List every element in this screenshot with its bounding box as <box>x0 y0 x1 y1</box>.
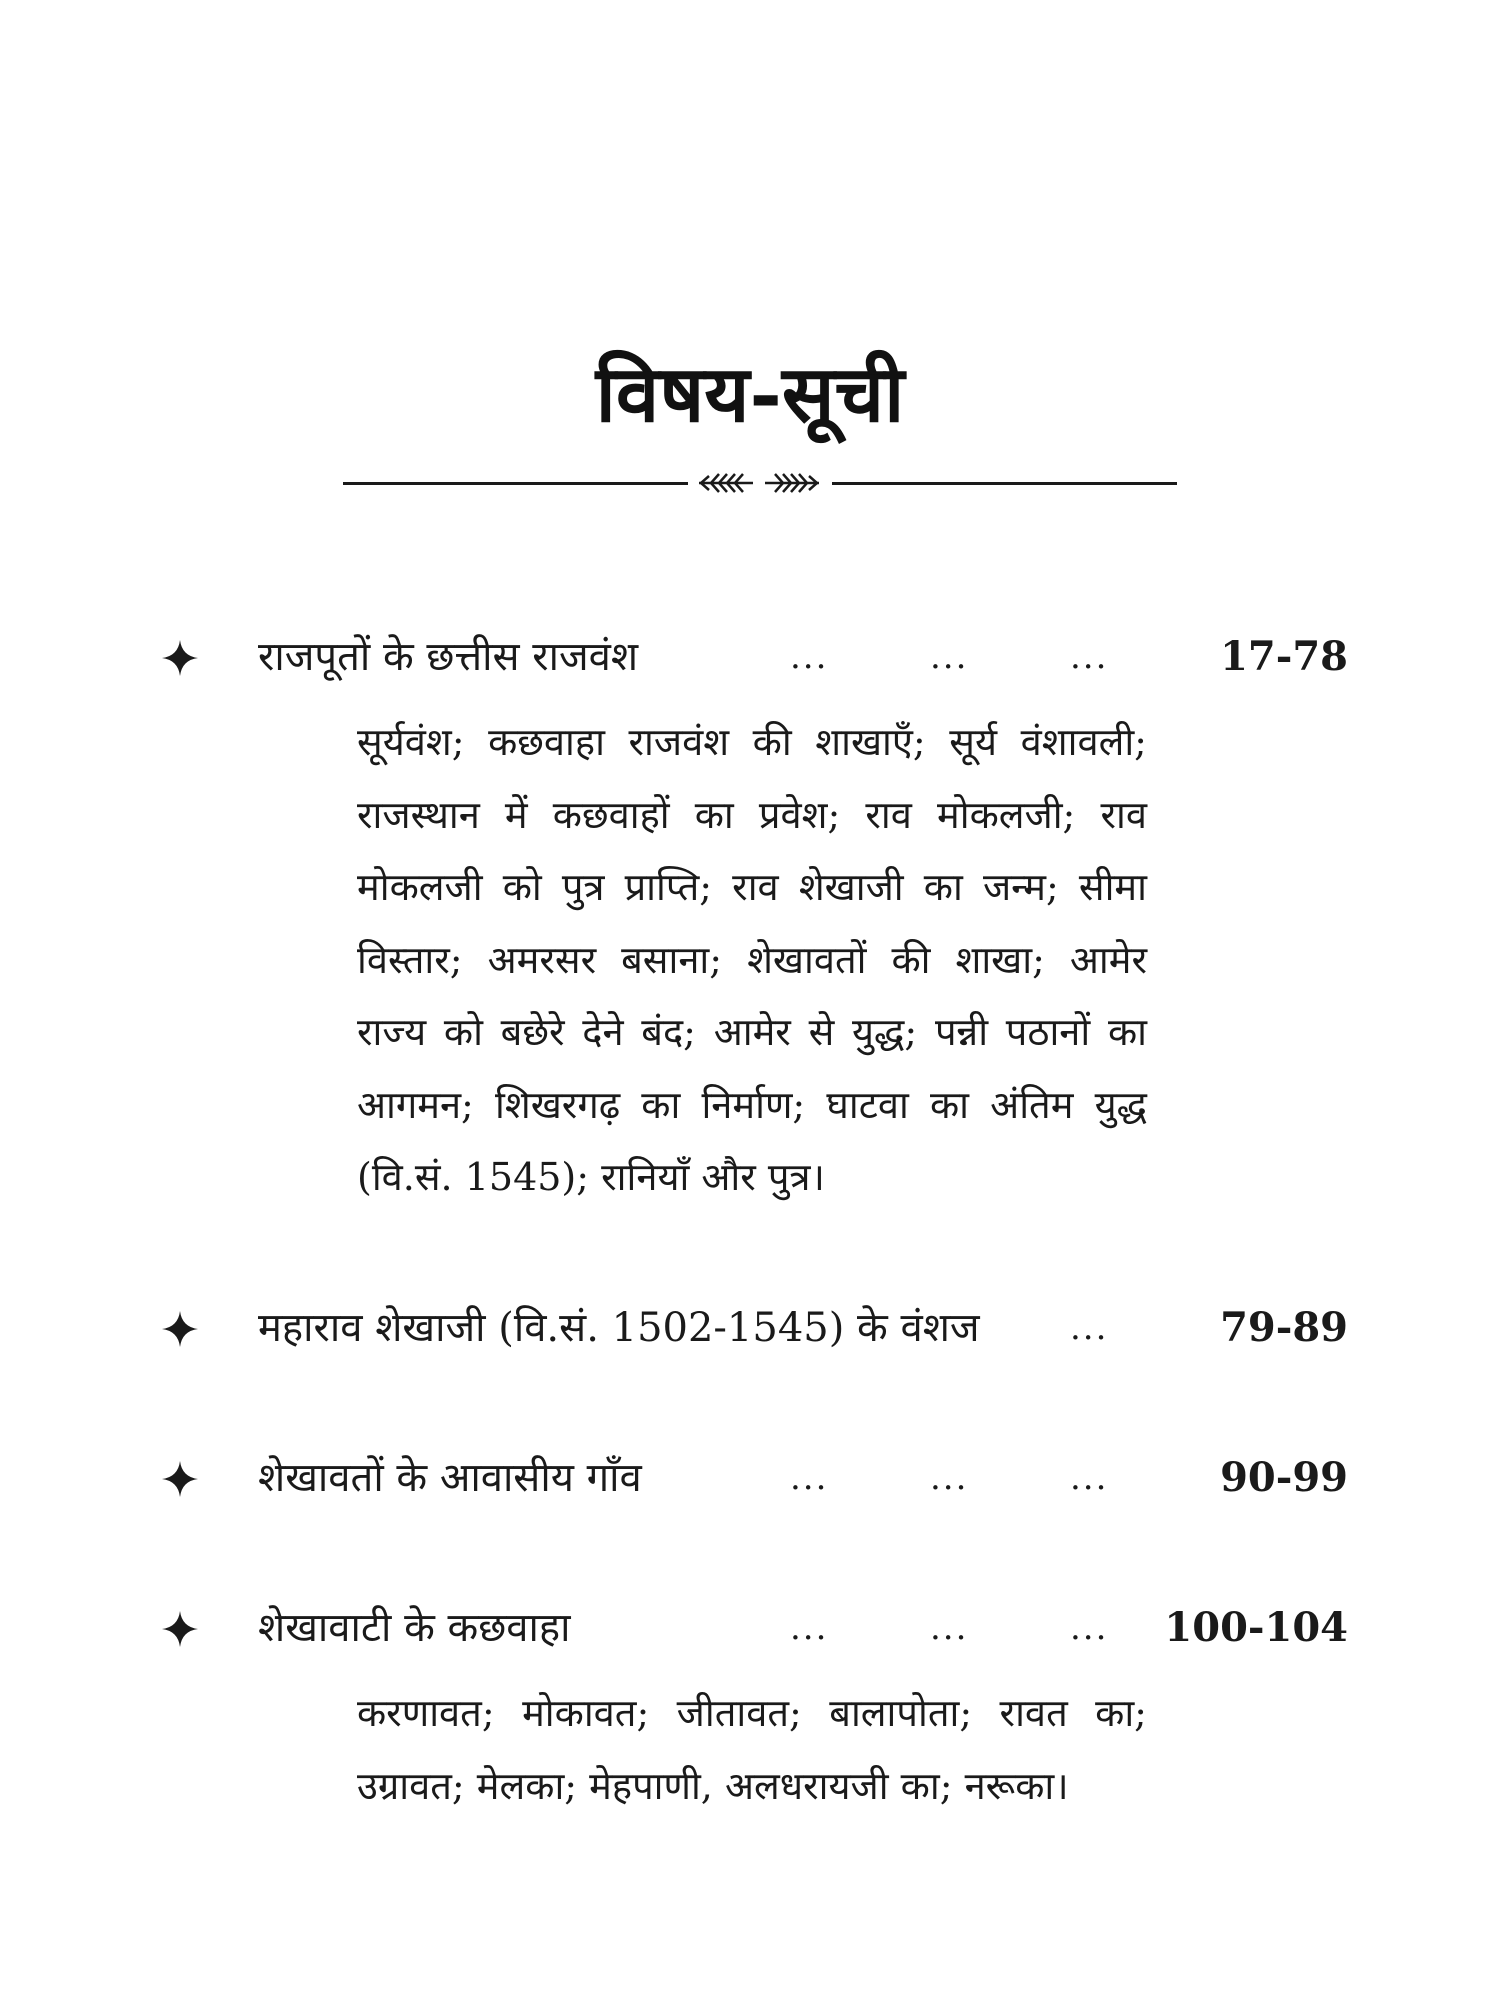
leader-dot: ... <box>1070 1608 1109 1648</box>
leader-dot: ... <box>930 637 969 677</box>
toc-entry-title: महाराव शेखाजी (वि.सं. 1502-1545) के वंशज <box>258 1305 980 1351</box>
toc-entry-row[interactable] <box>0 622 1500 692</box>
arrow-ornament-icon <box>695 468 823 498</box>
toc-leader-dots <box>790 1443 1130 1513</box>
toc-entry <box>0 1293 1500 1363</box>
divider-rule-left <box>343 482 688 485</box>
toc-entry-row[interactable] <box>0 1443 1500 1513</box>
leader-dot: ... <box>930 1458 969 1498</box>
toc-entry-title: राजपूतों के छत्तीस राजवंश <box>258 634 639 680</box>
star-bullet-icon <box>160 1609 200 1649</box>
star-bullet-icon <box>160 1459 200 1499</box>
toc-page-range: 17-78 <box>1220 633 1348 680</box>
page-title: विषय-सूची <box>595 349 905 440</box>
toc-entry <box>0 1593 1500 1808</box>
toc-leader-dots <box>790 622 1130 692</box>
leader-dot: ... <box>790 637 829 677</box>
toc-entry-row[interactable] <box>0 1293 1500 1363</box>
divider-rule-right <box>832 482 1177 485</box>
toc-entry <box>0 622 1500 1199</box>
leader-dot: ... <box>1070 1308 1109 1348</box>
toc-entry <box>0 1443 1500 1513</box>
toc-leader-dots <box>790 1593 1130 1663</box>
toc-entry-title: शेखावाटी के कछवाहा <box>258 1605 571 1651</box>
leader-dot: ... <box>1070 1458 1109 1498</box>
toc-entry-description: सूर्यवंश; कछवाहा राजवंश की शाखाएँ; सूर्य वंशावली; राजस्थान में कछवाहों का प्रवेश; राव मोकलजी; राव मोकलजी को पुत्र प्राप्ति; राव शेखाजी का जन्म; सीमा विस्तार; अमरसर बसाना; शेखावतों की शाखा; आमेर राज्य को बछेरे देने बंद; आमेर से युद्ध; पन्नी पठानों का आगमन; शिखरगढ़ का निर्माण; घाटवा का अंतिम युद्ध (वि.सं. 1545); रानियाँ और पुत्र। <box>357 720 1147 1199</box>
star-bullet-icon <box>160 1309 200 1349</box>
toc-page-range: 90-99 <box>1220 1454 1348 1501</box>
toc-entry-title: शेखावतों के आवासीय गाँव <box>258 1455 642 1501</box>
toc-page-range: 100-104 <box>1164 1604 1348 1651</box>
toc-entry-description: करणावत; मोकावत; जीतावत; बालापोता; रावत का; उग्रावत; मेलका; मेहपाणी, अलधरायजी का; नरूका। <box>357 1691 1147 1808</box>
leader-dot: ... <box>930 1608 969 1648</box>
leader-dot: ... <box>790 1608 829 1648</box>
toc-entry-row[interactable] <box>0 1593 1500 1663</box>
leader-dot: ... <box>790 1458 829 1498</box>
title-divider <box>0 468 1500 498</box>
star-bullet-icon <box>160 638 200 678</box>
toc-page-range: 79-89 <box>1220 1304 1348 1351</box>
leader-dot: ... <box>1070 637 1109 677</box>
